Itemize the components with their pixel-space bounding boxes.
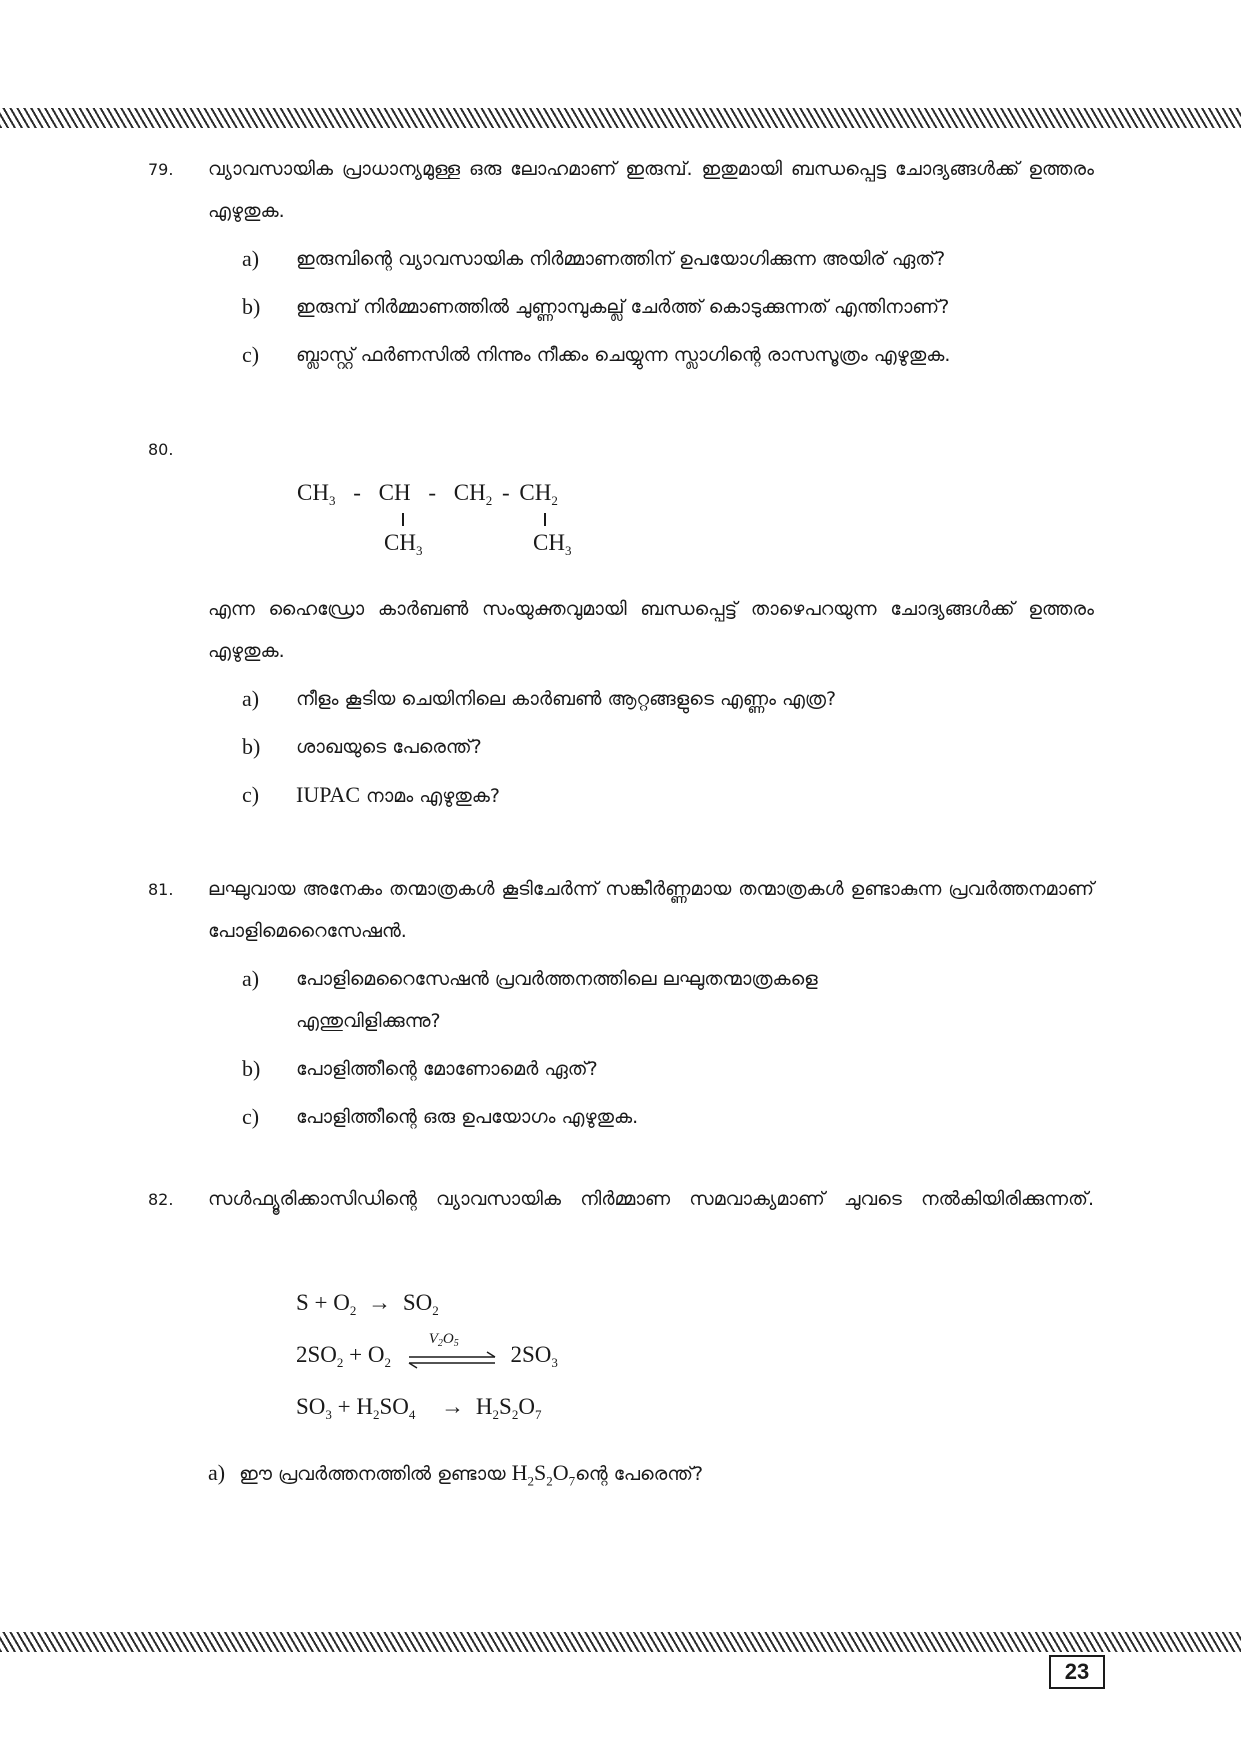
branch-methyl-2: $CH_3$: [533, 530, 572, 558]
question-text: എന്ന ഹൈഡ്രോ കാർബൺ സംയുക്തവുമായി ബന്ധപ്പെട്ട് താഴെപറയുന്ന ചോദ്യങ്ങൾക്ക് ഉത്തരം എഴുതുക.: [208, 598, 1094, 662]
question-number: 79.: [148, 160, 174, 179]
catalyst-label: $V_2O_5$: [428, 1330, 459, 1349]
bottom-border-hatch: [0, 1632, 1241, 1652]
equation-2: $2SO_2 + O_2$ $V_2O_5$ $2SO_3$: [296, 1342, 558, 1371]
bond-line: [544, 513, 546, 526]
sub-question-b: b) ശാഖയുടെ പേരെന്ത്?: [242, 734, 482, 759]
sub-question-c: c) IUPAC നാമം എഴുതുക?: [242, 782, 500, 807]
sub-question-c: c) പോളിത്തീന്റെ ഒരു ഉപയോഗം എഴുതുക.: [242, 1104, 639, 1129]
bond-line: [402, 513, 404, 526]
equation-3: $SO_3 + H_2SO_4 \to H_2S_2O_7$: [296, 1394, 542, 1422]
formula-h2s2o7: $H_2S_2O_7$: [511, 1460, 576, 1489]
question-text: ലഘുവായ അനേകം തന്മാത്രകൾ കൂടിചേർന്ന് സങ്കീർണ്ണമായ തന്മാത്രകൾ ഉണ്ടാകുന്ന പ്രവർത്തനമാണ് പോളിമെറൈസേഷൻ.: [208, 878, 1094, 942]
main-chain: $CH_3$ - CH - $CH_2 - CH_2$: [297, 480, 558, 508]
question-80-body: [148, 588, 1094, 817]
sub-question-b: b) ഇരുമ്പ് നിർമ്മാണത്തിൽ ചുണ്ണാമ്പുകല്ല് ചേർത്ത് കൊടുക്കുന്നത് എന്തിനാണ്?: [242, 294, 950, 319]
question-number: 80.: [148, 440, 174, 459]
question-81: [148, 868, 1094, 1138]
question-82: [148, 1178, 1094, 1220]
top-border-hatch: [0, 108, 1241, 128]
sub-question-c: c) ബ്ലാസ്റ്റ് ഫർണസിൽ നിന്നും നീക്കം ചെയ്യുന്ന സ്ലാഗിന്റെ രാസസൂത്രം എഴുതുക.: [242, 342, 951, 367]
question-82-sub-a: a) ഈ പ്രവർത്തനത്തിൽ ഉണ്ടായ $H_2S_2O_7ന്റെ$ പേരെന്ത്?: [208, 1460, 704, 1489]
equation-1: $S + O_2 \to SO_2$: [296, 1290, 439, 1318]
equilibrium-arrows-icon: [403, 1349, 499, 1373]
branch-methyl-1: $CH_3$: [384, 530, 423, 558]
question-text: വ്യാവസായിക പ്രാധാന്യമുള്ള ഒരു ലോഹമാണ് ഇരുമ്പ്. ഇതുമായി ബന്ധപ്പെട്ട ചോദ്യങ്ങൾക്ക് ഉത്തരം എഴുതുക.: [208, 158, 1094, 222]
question-number: 81.: [148, 880, 174, 899]
question-number: 82.: [148, 1190, 174, 1209]
page-number: 23: [1049, 1655, 1105, 1689]
sub-question-a: a) ഇരുമ്പിന്റെ വ്യാവസായിക നിർമ്മാണത്തിന് ഉപയോഗിക്കുന്ന അയിര് ഏത്?: [242, 246, 946, 271]
question-text: സൾഫ്യൂരിക്കാസിഡിന്റെ വ്യാവസായിക നിർമ്മാണ സമവാക്യമാണ് ചുവടെ നൽകിയിരിക്കുന്നത്.: [208, 1188, 1094, 1210]
question-79: [148, 148, 1094, 376]
sub-question-a: a) നീളം കൂടിയ ചെയിനിലെ കാർബൺ ആറ്റങ്ങളുടെ എണ്ണം എത്ര?: [242, 686, 837, 711]
equilibrium-arrow: [403, 1330, 499, 1369]
sub-question-b: b) പോളിത്തീന്റെ മോണോമെർ ഏത്?: [242, 1056, 598, 1081]
sub-question-a: a) പോളിമെറൈസേഷൻ പ്രവർത്തനത്തിലെ ലഘുതന്മാത്രകളെ എന്തുവിളിക്കുന്നു?: [242, 966, 818, 1032]
